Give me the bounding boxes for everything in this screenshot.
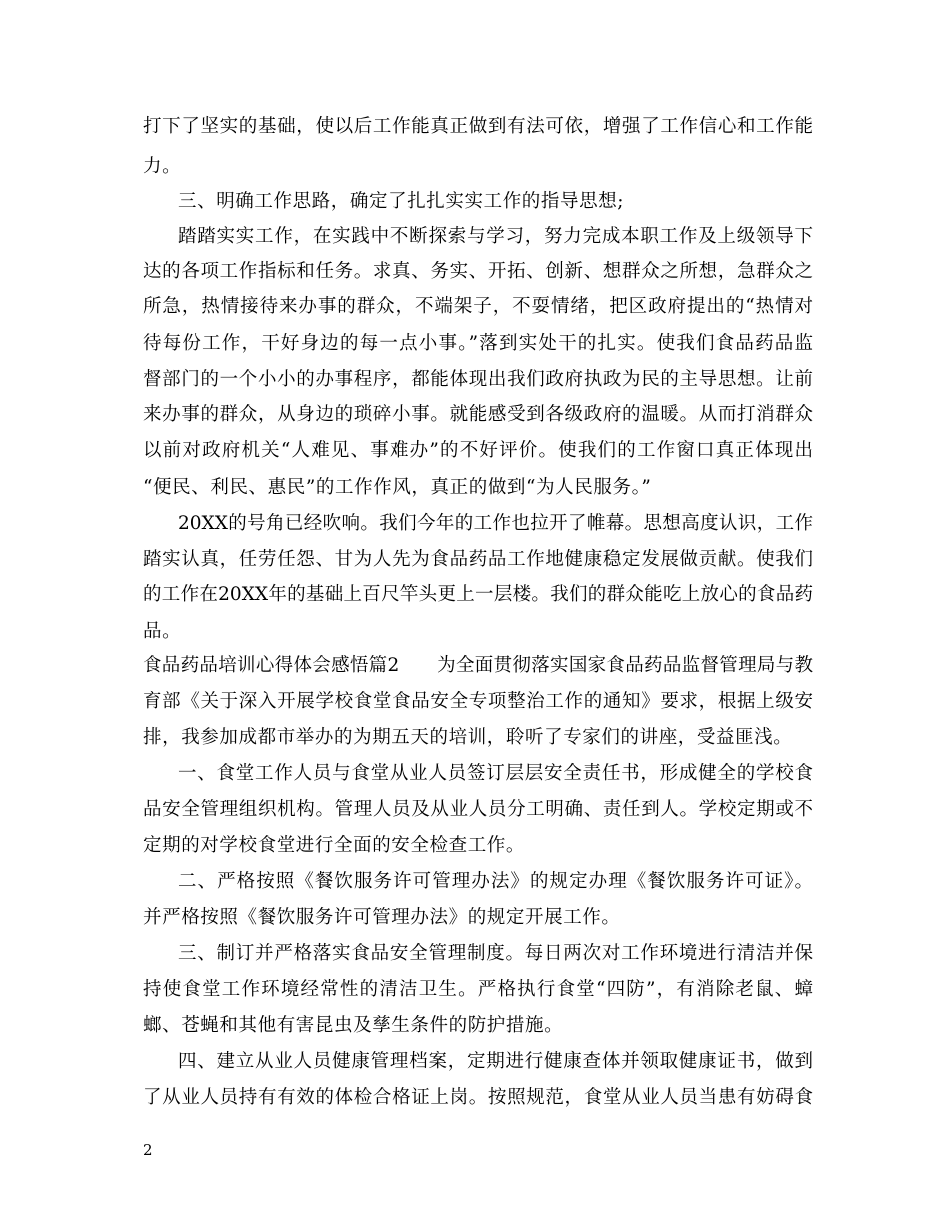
text-line: 一、食堂工作人员与食堂从业人员签订层层安全责任书，形成健全的学校食 [178, 763, 813, 784]
text-line: 持使食堂工作环境经常性的清洁卫生。严格执行食堂“四防”，有消除老鼠、蟑 [143, 979, 813, 1000]
text-line: 品。 [143, 621, 182, 642]
text-line: 品安全管理组织机构。管理人员及从业人员分工明确、责任到人。学校定期或不 [143, 799, 813, 820]
text-line: “便民、利民、惠民”的工作作风，真正的做到“为人民服务。” [143, 477, 652, 498]
text-line: 排，我参加成都市举办的为期五天的培训，聆听了专家们的讲座，受益匪浅。 [143, 727, 793, 748]
article-title-line: 食品药品培训心得体会感悟篇2 为全面贯彻落实国家食品药品监督管理局与教 [143, 655, 813, 676]
text-line: 打下了坚实的基础，使以后工作能真正做到有法可依，增强了工作信心和工作能 [143, 116, 813, 137]
text-line: 达的各项工作指标和任务。求真、务实、开拓、创新、想群众之所想，急群众之 [143, 261, 813, 282]
text-line: 定期的对学校食堂进行全面的安全检查工作。 [143, 835, 526, 856]
text-line: 力。 [143, 156, 182, 177]
text-line: 来办事的群众，从身边的琐碎小事。就能感受到各级政府的温暖。从而打消群众 [143, 404, 813, 425]
text-line: 督部门的一个小小的办事程序，都能体现出我们政府执政为民的主导思想。让前 [143, 369, 813, 390]
page-number: 2 [143, 1141, 153, 1159]
text-line: 了从业人员持有有效的体检合格证上岗。按照规范，食堂从业人员当患有妨碍食 [143, 1087, 813, 1108]
text-line: 三、制订并严格落实食品安全管理制度。每日两次对工作环境进行清洁并保 [178, 943, 813, 964]
text-line: 育部《关于深入开展学校食堂食品安全专项整治工作的通知》要求，根据上级安 [143, 691, 813, 712]
text-line: 螂、苍蝇和其他有害昆虫及孳生条件的防护措施。 [143, 1015, 564, 1036]
text-line: 踏实认真，任劳任怨、甘为人先为食品药品工作地健康稳定发展做贡献。使我们 [143, 549, 813, 570]
text-line: 的工作在20XX年的基础上百尺竿头更上一层楼。我们的群众能吃上放心的食品药 [143, 584, 813, 605]
section-heading: 三、明确工作思路，确定了扎扎实实工作的指导思想; [178, 191, 625, 212]
text-line: 所急，热情接待来办事的群众，不端架子，不耍情绪，把区政府提出的“热情对 [143, 296, 813, 317]
text-line: 踏踏实实工作，在实践中不断探索与学习，努力完成本职工作及上级领导下 [178, 226, 813, 247]
text-line: 以前对政府机关“人难见、事难办”的不好评价。使我们的工作窗口真正体现出 [143, 440, 813, 461]
text-line: 并严格按照《餐饮服务许可管理办法》的规定开展工作。 [143, 907, 621, 928]
text-line: 20XX的号角已经吹响。我们今年的工作也拉开了帷幕。思想高度认识，工作 [178, 513, 813, 534]
text-line: 四、建立从业人员健康管理档案，定期进行健康查体并领取健康证书，做到 [178, 1051, 813, 1072]
text-line: 待每份工作，干好身边的每一点小事。”落到实处干的扎实。使我们食品药品监 [143, 333, 813, 354]
text-line: 二、严格按照《餐饮服务许可管理办法》的规定办理《餐饮服务许可证》。 [178, 871, 813, 892]
